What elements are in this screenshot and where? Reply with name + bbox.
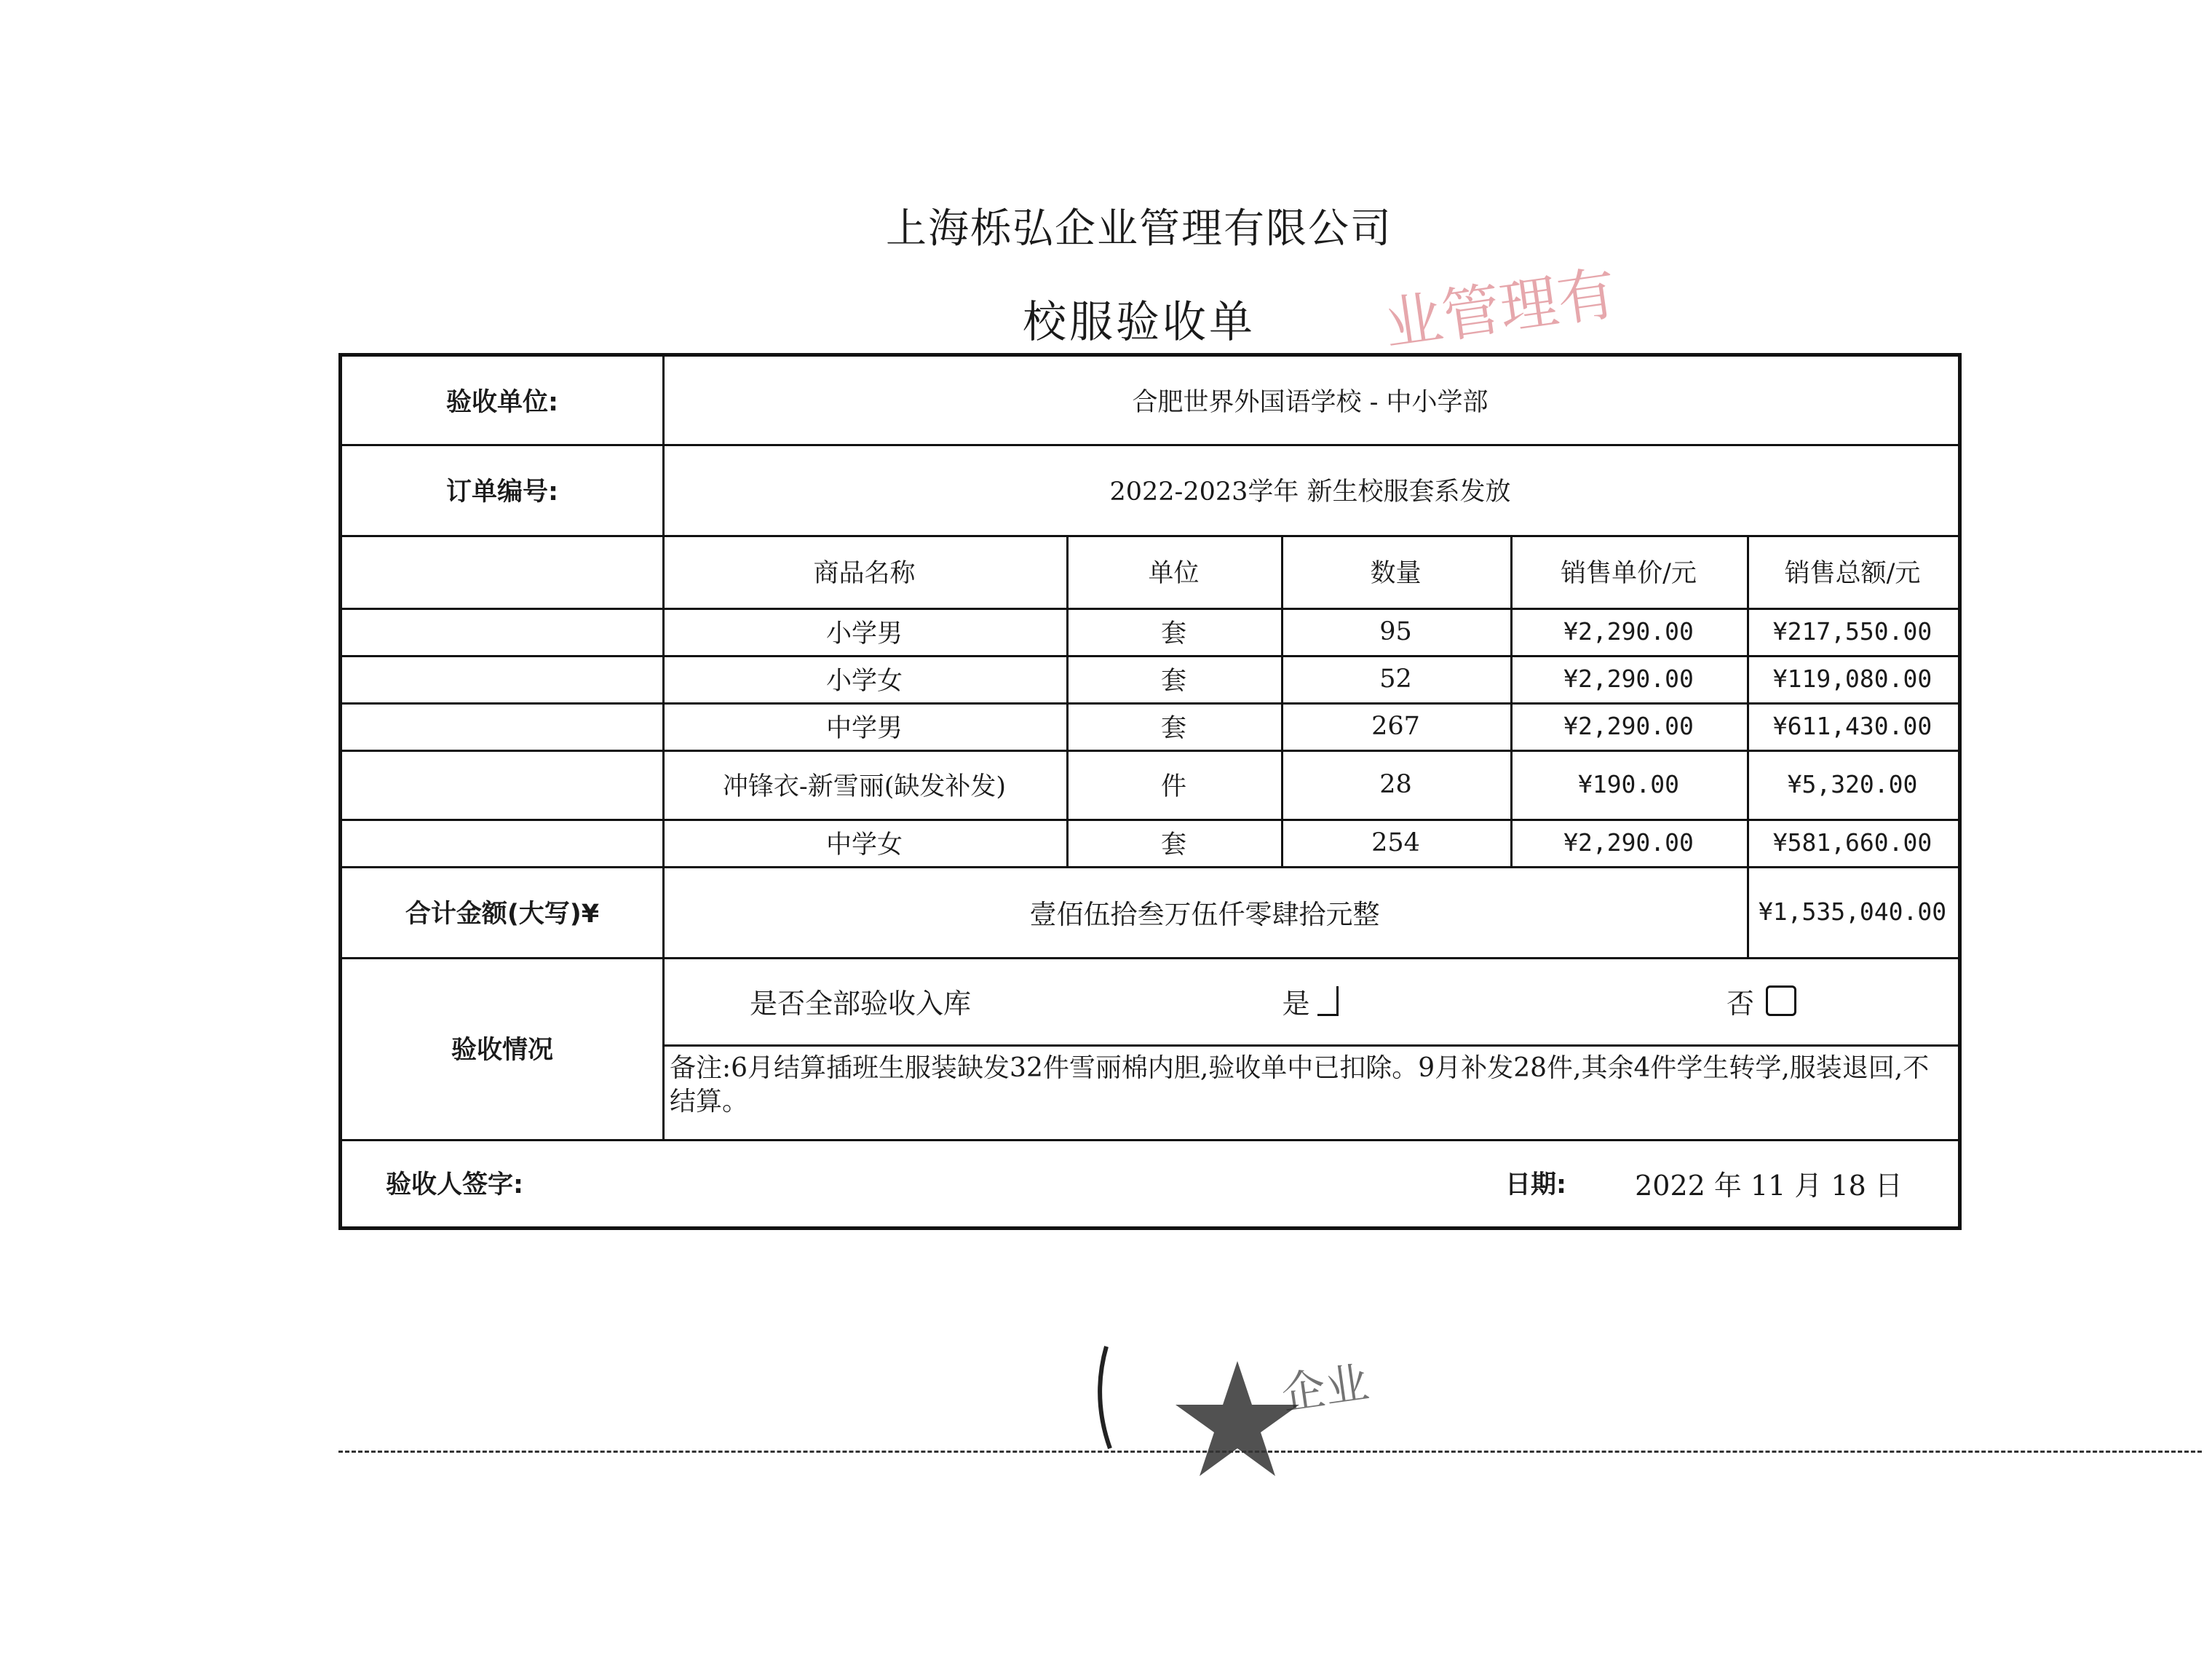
table-row-qty: 95 bbox=[1379, 616, 1412, 646]
unit-value: 合肥世界外国语学校 - 中小学部 bbox=[1132, 388, 1488, 417]
table-row-name: 小学男 bbox=[825, 619, 903, 648]
date-value: 2022 年 11 月 18 日 bbox=[1635, 1169, 1903, 1202]
table-row-price: ¥190.00 bbox=[1577, 770, 1680, 798]
sum-value: ¥1,535,040.00 bbox=[1758, 897, 1947, 926]
table-row-price: ¥2,290.00 bbox=[1563, 828, 1694, 857]
table-row-unit: 套 bbox=[1160, 830, 1186, 860]
acceptance-label: 验收情况 bbox=[451, 1036, 553, 1065]
table-row-unit: 件 bbox=[1160, 771, 1186, 801]
sum-label: 合计金额(大写)¥ bbox=[405, 899, 600, 929]
order-label: 订单编号: bbox=[446, 477, 558, 507]
no-label: 否 bbox=[1726, 987, 1754, 1020]
order-value: 2022-2023学年 新生校服套系发放 bbox=[1109, 477, 1511, 507]
date-label: 日期: bbox=[1505, 1170, 1566, 1199]
table-row-price: ¥2,290.00 bbox=[1563, 712, 1694, 740]
yes-label: 是 bbox=[1282, 987, 1310, 1020]
table-row-total: ¥119,080.00 bbox=[1772, 665, 1932, 693]
col-header-unit: 单位 bbox=[1148, 559, 1200, 588]
document-title: 校服验收单 bbox=[1023, 297, 1256, 348]
yes-option[interactable] bbox=[1259, 957, 1361, 1044]
acceptance-form bbox=[338, 353, 1962, 1230]
table-row-price: ¥2,290.00 bbox=[1563, 617, 1694, 646]
table-row-total: ¥5,320.00 bbox=[1787, 770, 1918, 798]
table-row-unit: 套 bbox=[1160, 713, 1186, 743]
unit-label: 验收单位: bbox=[446, 388, 558, 417]
sum-words: 壹佰伍拾叁万伍仟零肆拾元整 bbox=[1029, 898, 1380, 930]
company-seal-top: 业管理有 bbox=[1380, 259, 1620, 359]
table-row-qty: 267 bbox=[1371, 711, 1420, 741]
col-header-name: 商品名称 bbox=[813, 559, 916, 588]
remark-text: 备注:6月结算插班生服装缺发32件雪丽棉内胆,验收单中已扣除。9月补发28件,其余4件学生转学,服装退回,不结算。 bbox=[670, 1053, 1930, 1116]
page-edge-line bbox=[338, 1451, 2202, 1453]
signer-label: 验收人签字: bbox=[386, 1170, 523, 1199]
no-option[interactable] bbox=[1710, 957, 1812, 1044]
yes-checkbox[interactable] bbox=[1317, 986, 1339, 1016]
col-header-price: 销售单价/元 bbox=[1561, 559, 1697, 588]
table-row-unit: 套 bbox=[1160, 666, 1186, 696]
all-in-stock-question: 是否全部验收入库 bbox=[750, 987, 972, 1020]
table-row-name: 中学女 bbox=[825, 830, 903, 860]
table-row-qty: 254 bbox=[1371, 828, 1420, 857]
col-header-total: 销售总额/元 bbox=[1784, 559, 1921, 588]
table-row-price: ¥2,290.00 bbox=[1563, 665, 1694, 693]
table-row-name: 冲锋衣-新雪丽(缺发补发) bbox=[722, 771, 1007, 801]
table-row-name: 中学男 bbox=[825, 713, 903, 743]
company-seal-bottom-text: 企业 bbox=[1278, 1357, 1372, 1420]
table-row-total: ¥217,550.00 bbox=[1772, 617, 1932, 646]
table-row-name: 小学女 bbox=[825, 666, 903, 696]
table-row-total: ¥611,430.00 bbox=[1772, 712, 1932, 740]
company-name: 上海栎弘企业管理有限公司 bbox=[886, 205, 1392, 253]
table-row-unit: 套 bbox=[1160, 619, 1186, 648]
col-header-qty: 数量 bbox=[1370, 559, 1422, 588]
no-checkbox[interactable] bbox=[1766, 985, 1796, 1016]
table-row-qty: 52 bbox=[1379, 664, 1412, 694]
table-row-total: ¥581,660.00 bbox=[1772, 828, 1932, 857]
table-row-qty: 28 bbox=[1379, 769, 1412, 799]
